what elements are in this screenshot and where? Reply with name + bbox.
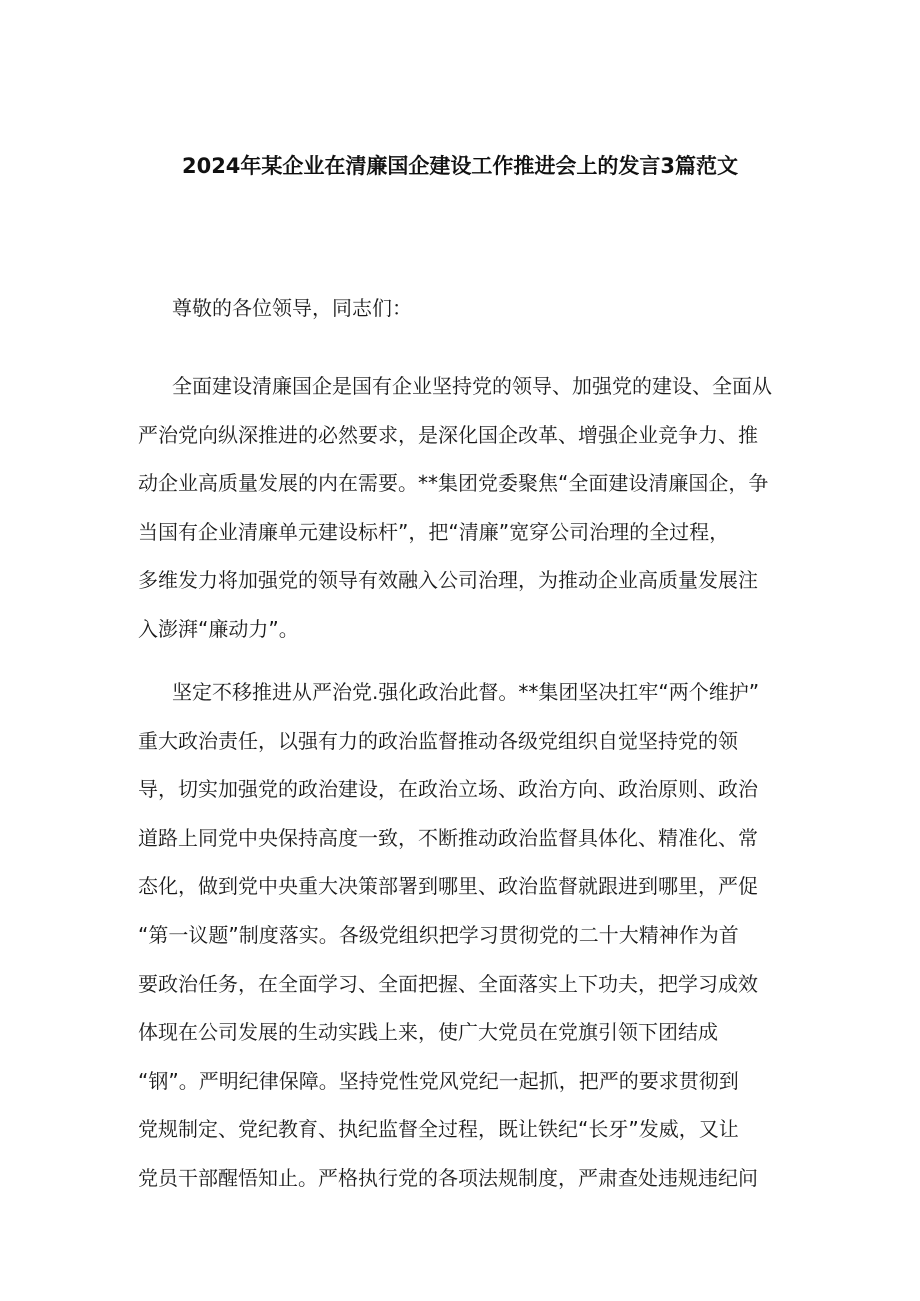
paragraph-2-line: 坚定不移推进从严治党.强化政治此督。**集团坚决扛牢“两个维护”	[172, 680, 760, 704]
paragraph-1-line: 入澎湃“廉动力”。	[138, 616, 299, 641]
paragraph-2-line: 党员干部醒悟知止。严格执行党的各项法规制度，严肃查处违规违纪问	[138, 1165, 758, 1190]
greeting-line: 尊敬的各位领导，同志们：	[172, 296, 412, 320]
paragraph-2-line: “第一议题”制度落实。各级党组织把学习贯彻党的二十大精神作为首	[138, 922, 739, 947]
paragraph-2-line: 重大政治责任，以强有力的政治监督推动各级党组织自觉坚持党的领	[138, 728, 738, 753]
paragraph-2-line: “钢”。严明纪律保障。坚持党性党风党纪一起抓，把严的要求贯彻到	[138, 1068, 739, 1093]
paragraph-1-line: 当国有企业清廉单元建设标杆”，把“清廉”宽穿公司治理的全过程，	[138, 519, 730, 544]
paragraph-1-line: 动企业高质量发展的内在需要。**集团党委聚焦“全面建设清廉国企，争	[138, 471, 769, 495]
paragraph-1-line: 多维发力将加强党的领导有效融入公司治理，为推动企业高质量发展注	[138, 568, 758, 592]
paragraph-2-line: 党规制定、党纪教育、执纪监督全过程，既让铁纪“长牙”发威，又让	[138, 1117, 739, 1142]
paragraph-2-line: 体现在公司发展的生动实践上来，使广大党员在党旗引领下团结成	[138, 1020, 718, 1045]
document-title: 2024年某企业在清廉国企建设工作推进会上的发言3篇范文	[181, 154, 739, 178]
paragraph-2-line: 要政治任务，在全面学习、全面把握、全面落实上下功夫，把学习成效	[138, 971, 758, 996]
paragraph-1-line: 严治党向纵深推进的必然要求，是深化国企改革、增强企业竞争力、推	[138, 422, 758, 447]
paragraph-1	[138, 362, 786, 653]
paragraph-2	[138, 668, 786, 1203]
paragraph-2-line: 态化，做到党中央重大决策部署到哪里、政治监督就跟进到哪里，严促	[138, 874, 758, 899]
paragraph-2-line: 道路上同党中央保持高度一致，不断推动政治监督具体化、精准化、常	[138, 825, 758, 850]
paragraph-2-line: 导，切实加强党的政治建设，在政治立场、政治方向、政治原则、政治	[138, 777, 758, 802]
paragraph-1-line: 全面建设清廉国企是国有企业坚持党的领导、加强党的建设、全面从	[172, 374, 772, 398]
